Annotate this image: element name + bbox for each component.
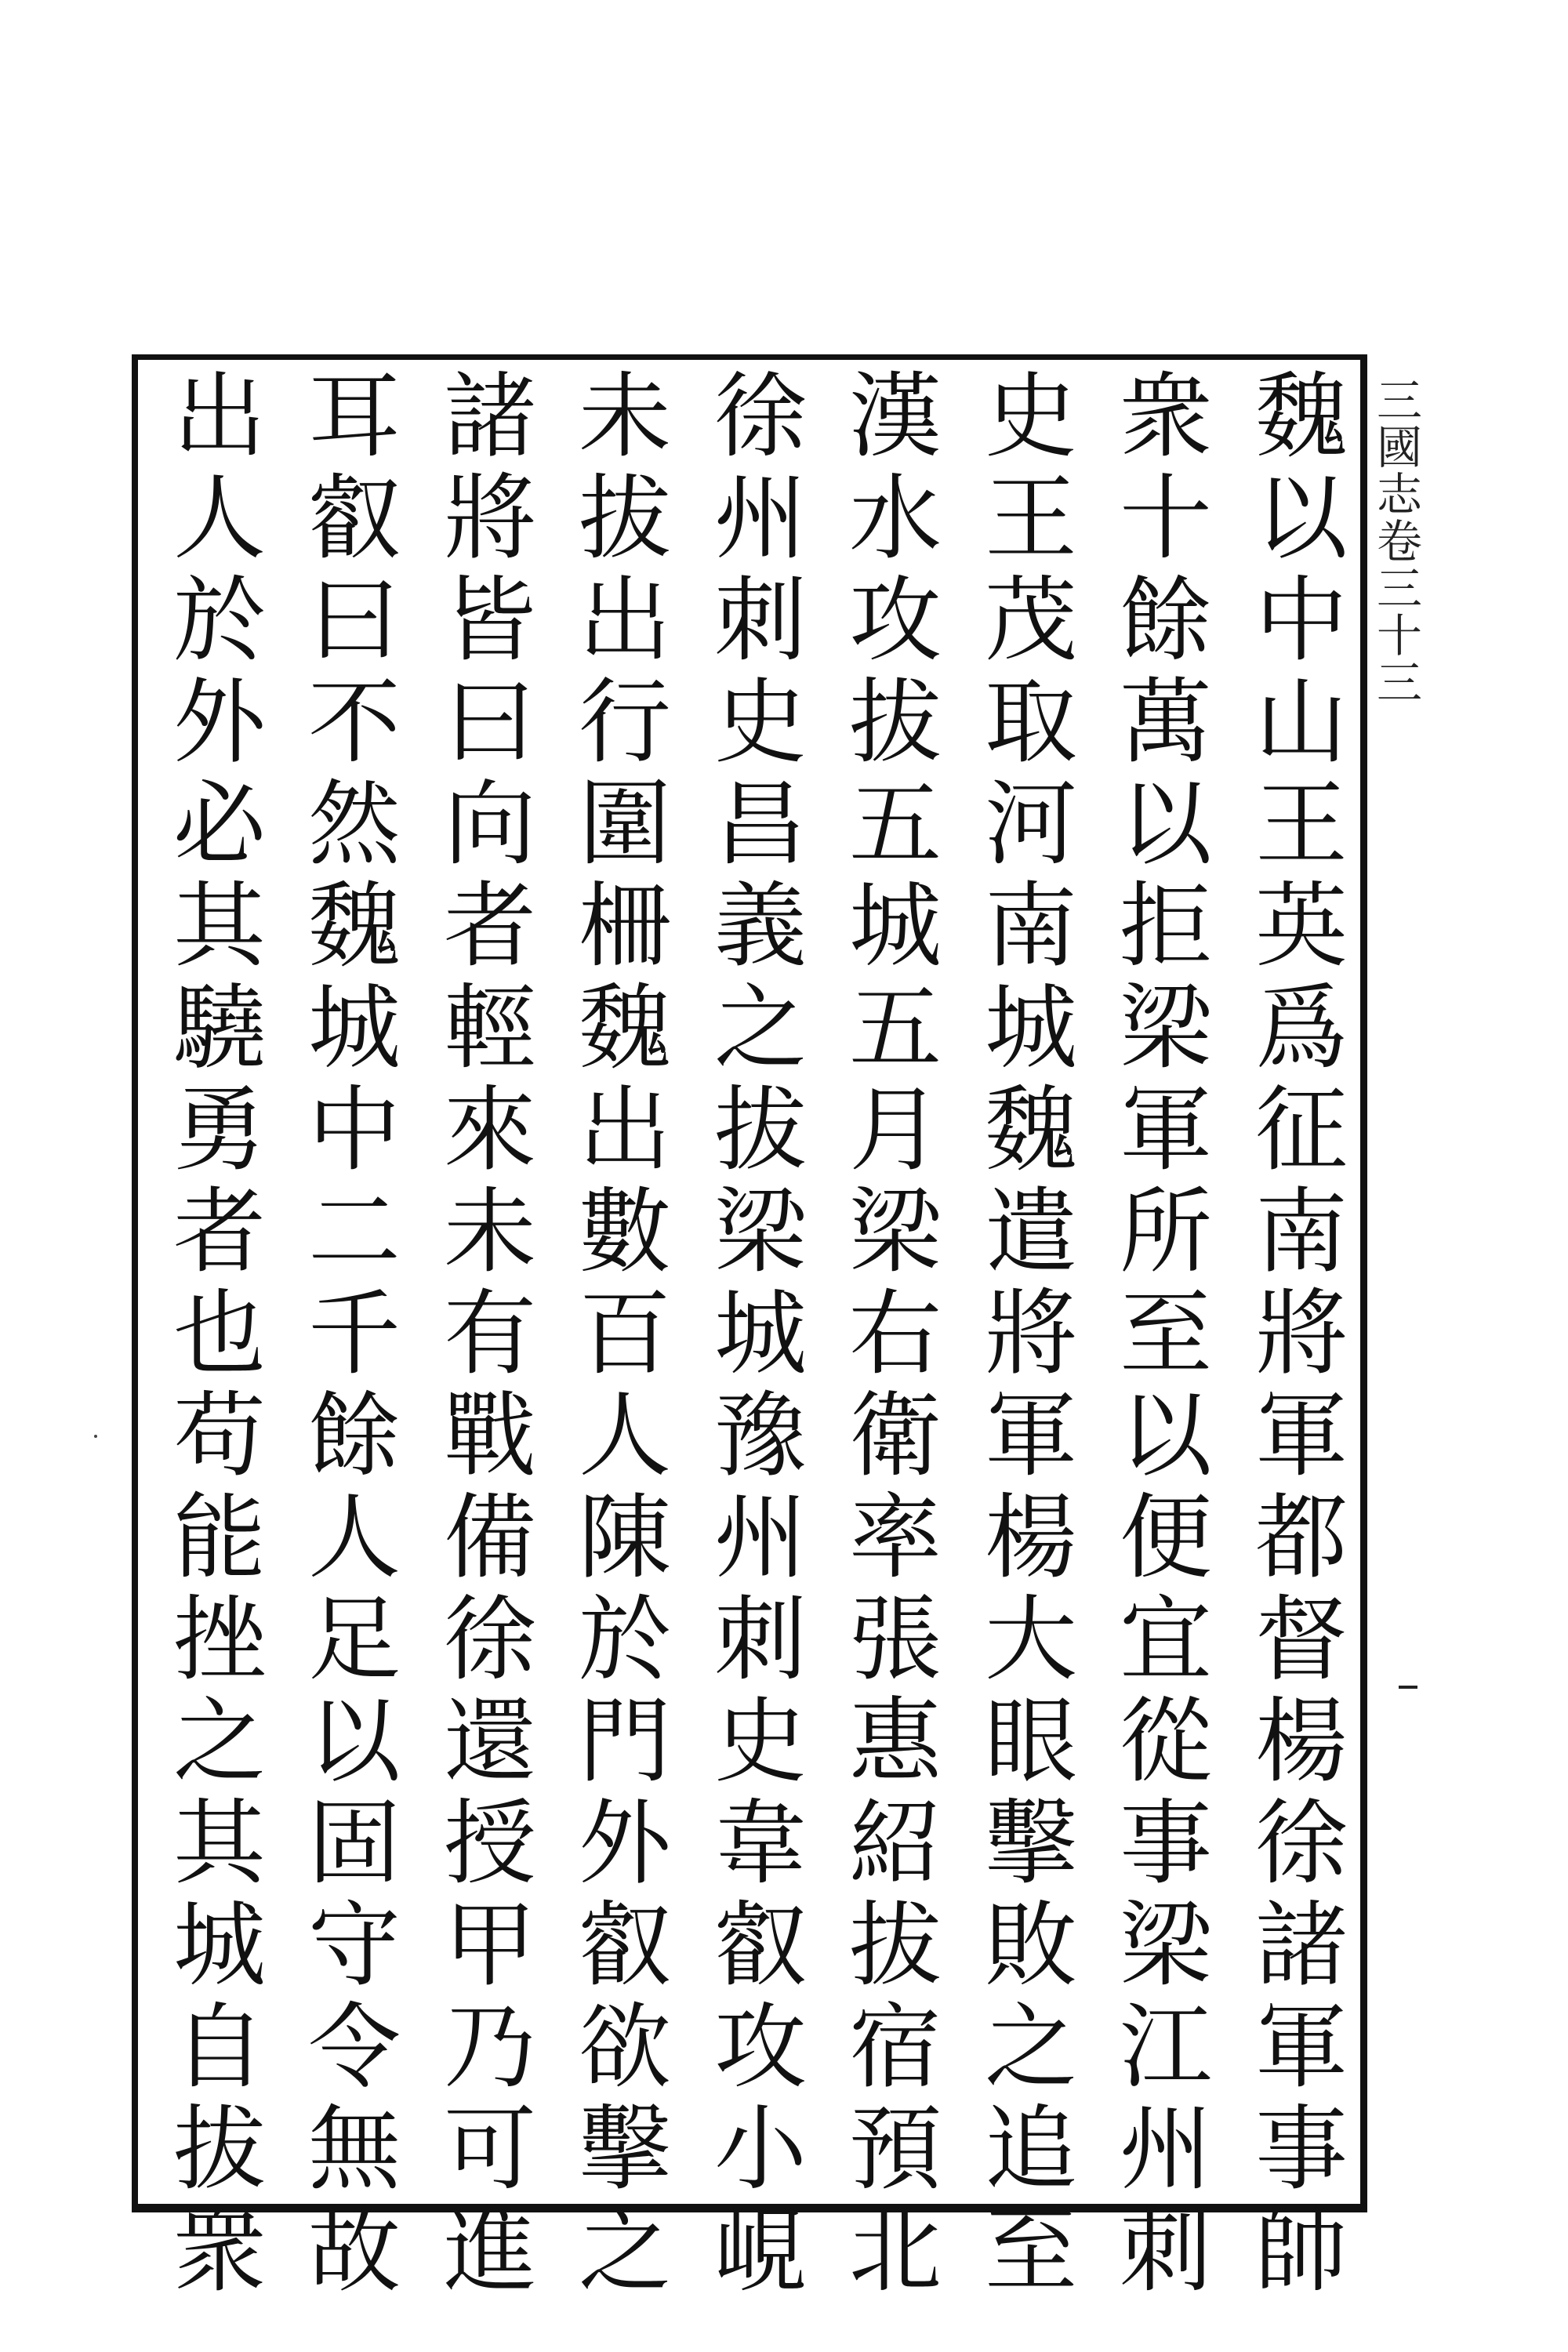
text-column-2: 衆十餘萬以拒梁軍所至以便宜從事梁江州刺 [1104, 367, 1212, 2303]
margin-rule [1361, 354, 1364, 2212]
page-edge-mark [1399, 1686, 1417, 1689]
text-column-7: 諸將皆曰向者輕來未有戰備徐還授甲乃可進 [428, 367, 536, 2303]
text-column-4: 漢水攻拔五城五月梁右衛率張惠紹拔宿預北 [833, 367, 942, 2303]
page-edge-title: 三國志卷三十三 [1369, 376, 1422, 706]
text-column-5: 徐州刺史昌義之拔梁城豫州刺史韋叡攻小峴 [699, 367, 807, 2303]
text-column-3: 史王茂取河南城魏遣將軍楊大眼擊敗之追至 [969, 367, 1077, 2303]
text-column-1: 魏以中山王英爲征南將軍都督楊徐諸軍事帥 [1240, 367, 1348, 2303]
text-column-9: 出人於外必其驍勇者也苟能挫之其城自拔衆 [158, 367, 266, 2303]
text-column-6: 未拔出行圍柵魏出數百人陳於門外叡欲擊之 [563, 367, 671, 2303]
text-column-8: 耳叡曰不然魏城中二千餘人足以固守令無故 [292, 367, 401, 2303]
scan-speck [94, 1435, 97, 1438]
